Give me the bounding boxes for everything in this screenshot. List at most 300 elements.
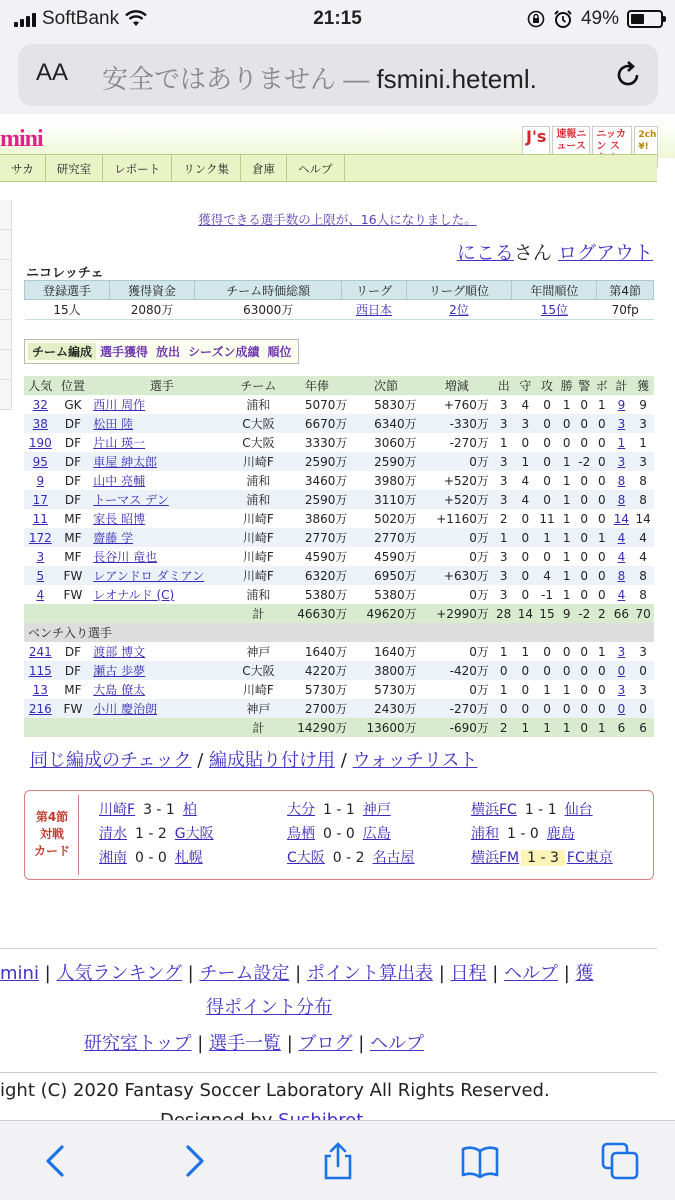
cell-team: 川崎F <box>235 566 283 585</box>
away-team-link[interactable]: G大阪 <box>174 826 214 842</box>
nav-item-saka[interactable]: サカ <box>0 155 46 181</box>
cell-position: DF <box>57 490 90 509</box>
cell-change: +1160万 <box>421 509 493 528</box>
cell-team: 川崎F <box>235 547 283 566</box>
footer-link-help[interactable]: ヘルプ <box>504 963 558 984</box>
cell-att: -1 <box>536 585 558 604</box>
address-bar[interactable] <box>18 44 658 106</box>
footer-link-blog[interactable]: ブログ <box>298 1033 353 1054</box>
cell-popularity <box>24 642 57 661</box>
site-logo[interactable]: mini <box>0 126 43 152</box>
cell-player <box>89 547 234 566</box>
tab-acquire-players[interactable]: 選手獲得 <box>100 345 149 359</box>
cell-salary: 2770万 <box>282 528 351 547</box>
player-name-link[interactable]: 小川 慶治朗 <box>93 702 158 716</box>
column-header: 出 <box>493 376 515 395</box>
points-link[interactable]: 4 <box>617 530 626 545</box>
points-link[interactable]: 3 <box>617 454 626 469</box>
summary-header: 第4節 <box>597 281 654 300</box>
url-text[interactable] <box>102 59 602 96</box>
footer-link-schedule[interactable]: 日程 <box>450 963 487 984</box>
cell-def: 3 <box>515 414 537 433</box>
total-value: 1 <box>515 718 537 737</box>
cell-popularity <box>24 528 57 547</box>
bookmarks-icon[interactable] <box>460 1141 500 1181</box>
cell-change: +520万 <box>421 490 493 509</box>
cell-player <box>89 680 234 699</box>
carrier-name: SoftBank <box>42 8 120 29</box>
cell-position: FW <box>57 699 90 718</box>
main-nav <box>0 154 657 182</box>
notice-banner <box>0 210 675 228</box>
cell-position: DF <box>57 642 90 661</box>
cell-def: 0 <box>515 547 537 566</box>
js-banner[interactable]: J's <box>522 126 550 168</box>
cell-total <box>611 585 633 604</box>
cell-bonus: 0 <box>593 471 611 490</box>
cell-att: 1 <box>536 680 558 699</box>
cell-popularity <box>24 471 57 490</box>
cell-earned: 14 <box>632 509 654 528</box>
player-row <box>24 452 654 471</box>
cell-team: 川崎F <box>235 509 283 528</box>
footer-link-points-dist[interactable]: 獲 <box>575 963 594 984</box>
league-link[interactable]: 西日本 <box>355 303 392 317</box>
fixture-score: 0 - 2 <box>332 850 365 866</box>
cell-spacer <box>24 718 235 737</box>
fixture <box>99 847 203 867</box>
away-team-link[interactable]: 柏 <box>182 802 197 818</box>
cell-win: 1 <box>558 490 576 509</box>
fixture-score: 1 - 0 <box>507 826 539 842</box>
site-header <box>0 124 675 158</box>
url-host: fsmini.heteml. <box>376 64 537 94</box>
home-team-link[interactable]: 清水 <box>99 826 127 842</box>
nav-item-warehouse[interactable]: 倉庫 <box>241 155 287 181</box>
cell-player <box>89 509 234 528</box>
cell-win: 0 <box>558 414 576 433</box>
cell-warn: 0 <box>575 642 593 661</box>
popularity-link[interactable]: 172 <box>28 530 52 545</box>
team-name: ニコレッチェ <box>26 266 104 281</box>
status-bar <box>0 0 675 38</box>
total-value: -690万 <box>421 718 493 737</box>
cell-position: MF <box>57 547 90 566</box>
cell-salary: 6670万 <box>282 414 351 433</box>
team-summary-table <box>24 280 654 320</box>
roster-table <box>24 376 654 737</box>
notice-link[interactable]: 獲得できる選手数の上限が、16人になりました。 <box>198 212 477 227</box>
away-team-link[interactable]: 広島 <box>362 826 391 842</box>
away-team-link[interactable]: 神戸 <box>362 802 391 818</box>
divider <box>0 1072 657 1073</box>
player-row <box>24 680 654 699</box>
cell-earned: 8 <box>632 490 654 509</box>
cell-warn: 0 <box>575 395 593 414</box>
cell-earned: 3 <box>632 452 654 471</box>
cell-att: 0 <box>536 395 558 414</box>
nikkan-banner[interactable]: ニッカン ス <box>592 126 632 168</box>
cell-next-round: 2770万 <box>351 528 420 547</box>
cell-earned: 8 <box>632 471 654 490</box>
player-name-link[interactable]: 大島 僚太 <box>93 683 146 697</box>
points-link[interactable]: 8 <box>617 492 626 507</box>
cell-warn: 0 <box>575 585 593 604</box>
cell-position: FW <box>57 566 90 585</box>
summary-header: 登録選手 <box>25 281 110 300</box>
cell-earned: 8 <box>632 585 654 604</box>
reader-options-button[interactable]: AA <box>36 59 69 86</box>
watchlist-link[interactable]: ウォッチリスト <box>352 750 478 771</box>
footer-link-lab-top[interactable]: 研究室トップ <box>84 1033 192 1054</box>
away-team-link[interactable]: 仙台 <box>564 802 593 818</box>
footer-link-points-dist-cont[interactable]: 得ポイント分布 <box>206 997 332 1018</box>
away-team-link[interactable]: 札幌 <box>174 850 203 866</box>
player-row <box>24 661 654 680</box>
roster-header-row <box>24 376 654 395</box>
popularity-link[interactable]: 32 <box>32 397 48 412</box>
popularity-link[interactable]: 17 <box>32 492 48 507</box>
total-value: 14290万 <box>282 718 351 737</box>
cell-next-round: 3110万 <box>351 490 420 509</box>
popularity-link[interactable]: 9 <box>36 473 45 488</box>
footer-links-row <box>206 990 332 1026</box>
cell-bonus: 1 <box>593 642 611 661</box>
total-value: +2990万 <box>421 604 493 623</box>
total-value: 1 <box>558 718 576 737</box>
total-value: 6 <box>611 718 633 737</box>
cell-next-round: 3060万 <box>351 433 420 452</box>
cell-position: MF <box>57 509 90 528</box>
cell-total <box>611 661 633 680</box>
same-formation-check-link[interactable]: 同じ編成のチェック <box>30 750 192 771</box>
cell-position: DF <box>57 433 90 452</box>
total-value: 0 <box>575 718 593 737</box>
popularity-link[interactable]: 95 <box>32 454 48 469</box>
cell-total <box>611 680 633 699</box>
points-link[interactable]: 8 <box>617 473 626 488</box>
home-team-link[interactable]: 横浜FM <box>471 850 520 866</box>
home-team-link[interactable]: 横浜FC <box>471 802 517 818</box>
cell-next-round: 6340万 <box>351 414 420 433</box>
cell-apps: 1 <box>493 433 515 452</box>
player-name-link[interactable]: 長谷川 竜也 <box>93 550 158 564</box>
popularity-link[interactable]: 115 <box>28 663 52 678</box>
nav-item-help[interactable]: ヘルプ <box>287 155 345 181</box>
away-team-link[interactable]: FC東京 <box>566 850 613 866</box>
fixture <box>99 799 197 819</box>
popularity-link[interactable]: 3 <box>36 549 45 564</box>
nav-item-report[interactable]: レポート <box>103 155 172 181</box>
cell-popularity <box>24 395 57 414</box>
logout-link[interactable]: ログアウト <box>557 242 653 264</box>
home-team-link[interactable]: 鳥栖 <box>287 826 315 842</box>
forward-icon[interactable] <box>174 1141 214 1181</box>
total-value: -2 <box>575 604 593 623</box>
points-link[interactable]: 3 <box>617 416 626 431</box>
cell-bonus: 0 <box>593 585 611 604</box>
cell-att: 0 <box>536 661 558 680</box>
fixture <box>287 847 415 867</box>
player-row <box>24 395 654 414</box>
popularity-link[interactable]: 190 <box>28 435 52 450</box>
cell-team: C大阪 <box>235 661 283 680</box>
player-name-link[interactable]: 片山 瑛一 <box>93 436 146 450</box>
player-row <box>24 433 654 452</box>
cell-next-round: 4590万 <box>351 547 420 566</box>
fixture <box>471 799 593 819</box>
cell-salary: 5070万 <box>282 395 351 414</box>
cell-player <box>89 471 234 490</box>
cell-att: 0 <box>536 547 558 566</box>
clock: 21:15 <box>313 8 362 29</box>
away-team-link[interactable]: 鹿島 <box>546 826 575 842</box>
tab-season-results[interactable]: シーズン成績 <box>188 345 260 359</box>
cell-popularity <box>24 509 57 528</box>
annual-rank-link[interactable]: 15位 <box>540 303 568 317</box>
cell-apps: 3 <box>493 490 515 509</box>
cell-bonus: 0 <box>593 547 611 566</box>
cell-team: 浦和 <box>235 395 283 414</box>
column-header: 年俸 <box>282 376 351 395</box>
player-row <box>24 642 654 661</box>
points-link[interactable]: 0 <box>617 701 626 716</box>
cell-change: 0万 <box>421 452 493 471</box>
cell-win: 1 <box>558 471 576 490</box>
cell-warn: 0 <box>575 699 593 718</box>
fixture <box>287 799 391 819</box>
share-icon[interactable] <box>318 1141 358 1181</box>
footer-link-team-settings[interactable]: チーム設定 <box>199 963 290 984</box>
cell-apps: 3 <box>493 452 515 471</box>
footer-links-row: 研究室トップ | 選手一覧 | ブログ | ヘルプ <box>84 1033 425 1054</box>
points-link[interactable]: 1 <box>617 435 626 450</box>
points-link[interactable]: 4 <box>617 587 626 602</box>
cell-win: 0 <box>558 433 576 452</box>
column-header: チーム <box>235 376 283 395</box>
player-name-link[interactable]: 山中 亮輔 <box>93 474 146 488</box>
player-name-link[interactable]: 齋藤 学 <box>93 531 134 545</box>
popularity-link[interactable]: 4 <box>36 587 45 602</box>
cell-def: 1 <box>515 642 537 661</box>
footer-link-help2[interactable]: ヘルプ <box>370 1033 425 1054</box>
cell-next-round: 2590万 <box>351 452 420 471</box>
cell-win: 1 <box>558 528 576 547</box>
cell-popularity <box>24 414 57 433</box>
points-link[interactable]: 8 <box>617 568 626 583</box>
cell-def: 0 <box>515 433 537 452</box>
cell-earned: 3 <box>632 642 654 661</box>
cell-win: 1 <box>558 547 576 566</box>
league-cell <box>342 300 406 320</box>
cell-change: -330万 <box>421 414 493 433</box>
points-link[interactable]: 3 <box>617 644 626 659</box>
league-rank-link[interactable]: 2位 <box>449 303 469 317</box>
cell-bonus: 0 <box>593 566 611 585</box>
formation-paste-link[interactable]: 編成貼り付け用 <box>208 750 335 771</box>
player-name-link[interactable]: 家長 昭博 <box>93 512 146 526</box>
away-team-link[interactable]: 名古屋 <box>372 850 415 866</box>
column-header: 人気 <box>24 376 57 395</box>
nav-item-links[interactable]: リンク集 <box>172 155 241 181</box>
total-row <box>24 604 654 623</box>
user-name-link[interactable]: にこる <box>456 242 514 264</box>
cell-def: 0 <box>515 680 537 699</box>
cell-bonus: 1 <box>593 528 611 547</box>
tab-release[interactable]: 放出 <box>156 345 181 359</box>
player-name-link[interactable]: レオナルド (C) <box>93 588 175 602</box>
column-header: 攻 <box>536 376 558 395</box>
player-name-link[interactable]: トーマス デン <box>93 493 169 507</box>
cell-change: +520万 <box>421 471 493 490</box>
cell-team: C大阪 <box>235 433 283 452</box>
popularity-link[interactable]: 11 <box>32 511 48 526</box>
footer-link-mini[interactable]: mini <box>0 963 39 984</box>
points-link[interactable]: 4 <box>617 549 626 564</box>
home-team-link[interactable]: C大阪 <box>287 850 325 866</box>
cell-def: 4 <box>515 395 537 414</box>
player-name-link[interactable]: レアンドロ ダミアン <box>93 569 205 583</box>
cell-att: 0 <box>536 490 558 509</box>
registered-players: 15人 <box>25 300 110 320</box>
cell-team: 浦和 <box>235 585 283 604</box>
column-header: 位置 <box>57 376 90 395</box>
footer-link-points-table[interactable]: ポイント算出表 <box>306 963 433 984</box>
browser-toolbar <box>0 1120 675 1200</box>
fixture-score: 3 - 1 <box>143 802 175 818</box>
player-name-link[interactable]: 松田 陸 <box>93 417 134 431</box>
cell-next-round: 5730万 <box>351 680 420 699</box>
cell-total <box>611 509 633 528</box>
tab-team-formation[interactable]: チーム編成 <box>28 343 96 360</box>
left-sidebar-edge <box>0 200 12 930</box>
column-header: 警 <box>575 376 593 395</box>
player-row <box>24 509 654 528</box>
popularity-link[interactable]: 216 <box>28 701 52 716</box>
cell-apps: 0 <box>493 661 515 680</box>
column-header: 選手 <box>89 376 234 395</box>
home-team-link[interactable]: 湘南 <box>99 850 127 866</box>
cell-earned: 4 <box>632 547 654 566</box>
cell-change: -270万 <box>421 433 493 452</box>
points-link[interactable]: 9 <box>617 397 626 412</box>
cell-player <box>89 699 234 718</box>
cell-earned: 4 <box>632 528 654 547</box>
back-icon[interactable] <box>36 1141 76 1181</box>
fixture-score: 1 - 1 <box>323 802 355 818</box>
cell-win: 1 <box>558 452 576 471</box>
popularity-link[interactable]: 38 <box>32 416 48 431</box>
cell-earned: 0 <box>632 661 654 680</box>
total-value: 1 <box>536 718 558 737</box>
cell-bonus: 0 <box>593 699 611 718</box>
points-link[interactable]: 3 <box>617 682 626 697</box>
cell-popularity <box>24 452 57 471</box>
cell-def: 0 <box>515 699 537 718</box>
home-team-link[interactable]: 浦和 <box>471 826 499 842</box>
cell-position: MF <box>57 528 90 547</box>
cell-apps: 1 <box>493 528 515 547</box>
player-name-link[interactable]: 車屋 紳太郎 <box>93 455 158 469</box>
cell-bonus: 0 <box>593 414 611 433</box>
nav-item-lab[interactable]: 研究室 <box>46 155 104 181</box>
cell-salary: 4590万 <box>282 547 351 566</box>
column-header: 増減 <box>421 376 493 395</box>
cell-team: 川崎F <box>235 452 283 471</box>
cell-next-round: 3980万 <box>351 471 420 490</box>
cell-earned: 3 <box>632 680 654 699</box>
cell-next-round: 1640万 <box>351 642 420 661</box>
cell-warn: 0 <box>575 547 593 566</box>
player-row <box>24 414 654 433</box>
2ch-banner[interactable]: 2ch ¥! <box>634 126 658 168</box>
cell-att: 0 <box>536 699 558 718</box>
cell-popularity <box>24 566 57 585</box>
cell-position: DF <box>57 471 90 490</box>
cell-total <box>611 490 633 509</box>
cell-salary: 5730万 <box>282 680 351 699</box>
cell-change: +630万 <box>421 566 493 585</box>
cell-bonus: 0 <box>593 452 611 471</box>
footer-links-row: mini | 人気ランキング | チーム設定 | ポイント算出表 | 日程 | ヘルプ | 獲 <box>0 963 594 984</box>
footer-link-player-list[interactable]: 選手一覧 <box>208 1033 281 1054</box>
fixture-score: 0 - 0 <box>135 850 167 866</box>
footer-link-ranking[interactable]: 人気ランキング <box>56 963 182 984</box>
bench-section-row <box>24 623 654 642</box>
popularity-link[interactable]: 13 <box>32 682 48 697</box>
news-banner[interactable]: 速報ニュース <box>552 126 590 168</box>
player-row <box>24 471 654 490</box>
status-right <box>527 8 663 30</box>
player-row <box>24 566 654 585</box>
player-name-link[interactable]: 瀬古 歩夢 <box>93 664 146 678</box>
points-link[interactable]: 14 <box>613 511 630 526</box>
copyright: ight (C) 2020 Fantasy Soccer Laboratory All Rights Reserved. <box>0 1080 550 1101</box>
popularity-link[interactable]: 241 <box>28 644 52 659</box>
cell-position: DF <box>57 661 90 680</box>
tab-standings[interactable]: 順位 <box>267 345 292 359</box>
cell-win: 1 <box>558 509 576 528</box>
summary-header: リーグ順位 <box>406 281 512 300</box>
cell-change: +760万 <box>421 395 493 414</box>
cell-salary: 4220万 <box>282 661 351 680</box>
reload-icon[interactable] <box>612 59 644 91</box>
popularity-link[interactable]: 5 <box>36 568 45 583</box>
cell-total <box>611 547 633 566</box>
total-value: 2 <box>493 718 515 737</box>
cell-salary: 3330万 <box>282 433 351 452</box>
browser-address-area <box>0 38 675 114</box>
tabs-icon[interactable] <box>600 1141 640 1181</box>
player-name-link[interactable]: 渡部 博文 <box>93 645 146 659</box>
insecure-warning: 安全ではありません — <box>102 64 377 94</box>
points-link[interactable]: 0 <box>617 663 626 678</box>
cell-win: 0 <box>558 642 576 661</box>
total-value: 66 <box>611 604 633 623</box>
home-team-link[interactable]: 大分 <box>287 802 315 818</box>
cell-att: 0 <box>536 452 558 471</box>
cell-player <box>89 452 234 471</box>
cell-next-round: 5020万 <box>351 509 420 528</box>
home-team-link[interactable]: 川崎F <box>99 802 136 818</box>
fixture <box>471 823 575 843</box>
player-name-link[interactable]: 西川 周作 <box>93 398 146 412</box>
cell-warn: 0 <box>575 528 593 547</box>
cell-change: 0万 <box>421 680 493 699</box>
summary-header: 年間順位 <box>512 281 597 300</box>
fixture-score: 0 - 0 <box>323 826 355 842</box>
cell-warn: 0 <box>575 414 593 433</box>
